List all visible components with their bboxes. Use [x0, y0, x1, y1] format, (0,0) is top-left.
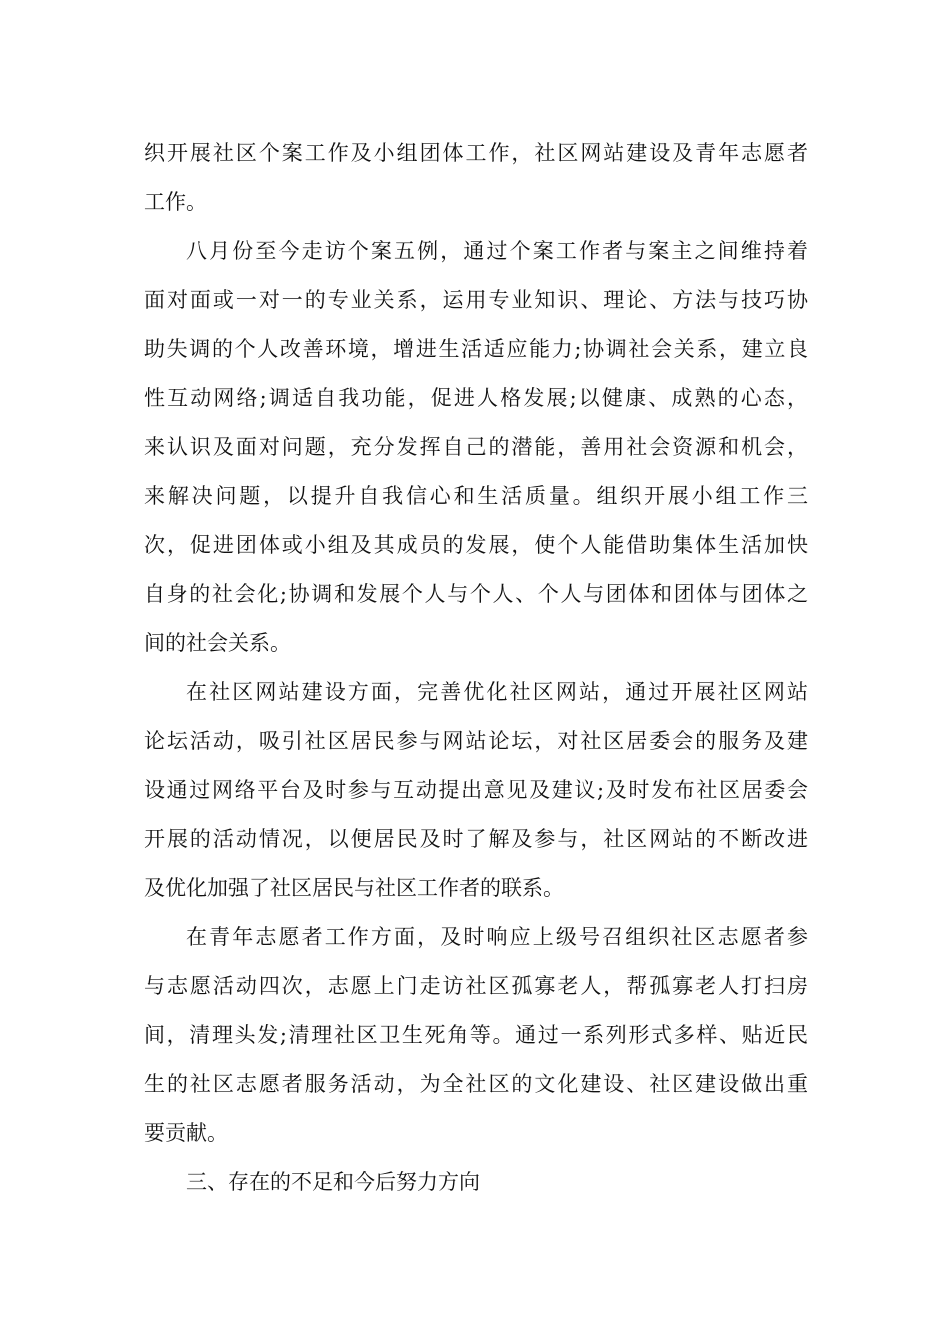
text-line: 及优化加强了社区居民与社区工作者的联系。 [144, 876, 564, 900]
text-line: 织开展社区个案工作及小组团体工作，社区网站建设及青年志愿者 [144, 141, 808, 165]
text-line: 生的社区志愿者服务活动，为全社区的文化建设、社区建设做出重 [144, 1072, 808, 1096]
paragraph [144, 668, 808, 913]
text-line: 设通过网络平台及时参与互动提出意见及建议;及时发布社区居委会 [144, 778, 808, 802]
text-line: 间的社会关系。 [144, 631, 291, 655]
text-line: 论坛活动，吸引社区居民参与网站论坛，对社区居委会的服务及建 [144, 729, 808, 753]
text-line: 助失调的个人改善环境，增进生活适应能力;协调社会关系，建立良 [144, 337, 808, 361]
paragraph [144, 129, 808, 227]
document-body [144, 129, 808, 1207]
text-line: 性互动网络;调适自我功能，促进人格发展;以健康、成熟的心态， [144, 386, 808, 410]
text-line: 面对面或一对一的专业关系，运用专业知识、理论、方法与技巧协 [144, 288, 808, 312]
text-line: 开展的活动情况，以便居民及时了解及参与，社区网站的不断改进 [144, 827, 808, 851]
text-line: 在青年志愿者工作方面，及时响应上级号召组织社区志愿者参 [186, 925, 808, 949]
text-line: 来认识及面对问题，充分发挥自己的潜能，善用社会资源和机会， [144, 435, 808, 459]
text-line: 次，促进团体或小组及其成员的发展，使个人能借助集体生活加快 [144, 533, 808, 557]
section-heading [144, 1158, 808, 1207]
text-line: 与志愿活动四次，志愿上门走访社区孤寡老人，帮孤寡老人打扫房 [144, 974, 808, 998]
text-line: 在社区网站建设方面，完善优化社区网站，通过开展社区网站 [186, 680, 808, 704]
text-line: 间，清理头发;清理社区卫生死角等。通过一系列形式多样、贴近民 [144, 1023, 808, 1047]
paragraph [144, 913, 808, 1158]
text-line: 要贡献。 [144, 1121, 228, 1145]
text-line: 八月份至今走访个案五例，通过个案工作者与案主之间维持着 [186, 239, 808, 263]
text-line: 工作。 [144, 190, 207, 214]
text-line: 三、存在的不足和今后努力方向 [186, 1170, 480, 1194]
paragraph [144, 227, 808, 668]
text-line: 来解决问题，以提升自我信心和生活质量。组织开展小组工作三 [144, 484, 808, 508]
text-line: 自身的社会化;协调和发展个人与个人、个人与团体和团体与团体之 [144, 582, 808, 606]
